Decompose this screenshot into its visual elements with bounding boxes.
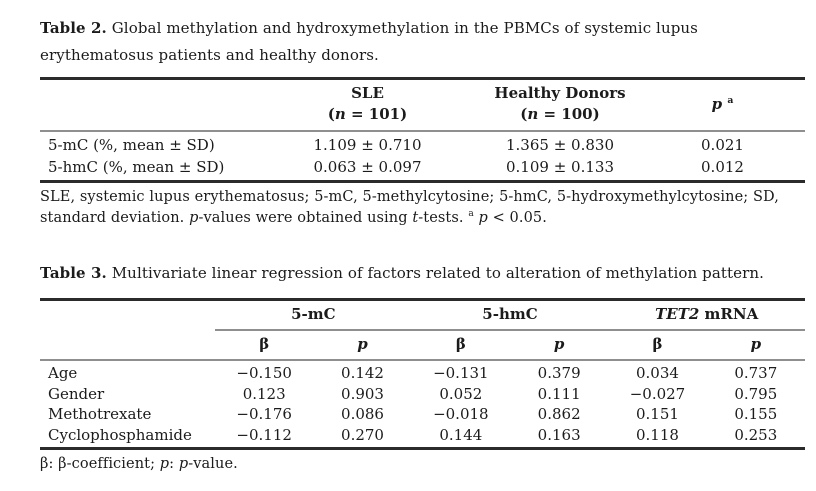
row-label: Methotrexate — [48, 405, 152, 424]
table2-caption-text: Global methylation and hydroxymethylation in the PBMCs of systemic lupus erythematosus patients and healthy donors. — [40, 19, 698, 64]
table2-header-row — [40, 79, 805, 132]
table-row — [40, 425, 805, 449]
cell: 0.903 — [341, 384, 384, 403]
table3-footnote: β: β-coefficient; p: p-value. — [40, 456, 238, 473]
cell: 0.163 — [537, 425, 581, 444]
table2-header-healthy-n: (n = 100) — [520, 105, 600, 123]
cell: 0.123 — [242, 384, 286, 403]
table3 — [40, 298, 805, 450]
subheader-p: p — [707, 330, 805, 360]
cell-sle: 1.109 ± 0.710 — [313, 136, 422, 154]
table3-group-5hmc: 5-hmC — [412, 300, 609, 331]
cell: 0.052 — [439, 384, 483, 403]
table3-subheader-empty — [40, 330, 215, 360]
cell: 0.253 — [734, 425, 778, 444]
subheader-beta: β — [215, 330, 313, 360]
row-label: Age — [48, 364, 78, 383]
row-label: 5-hmC (%, mean ± SD) — [48, 158, 225, 176]
row-label: Cyclophosphamide — [48, 425, 192, 444]
table2-header-healthy-title: Healthy Donors — [494, 84, 626, 102]
table2-header-empty — [40, 79, 255, 132]
cell: −0.018 — [433, 405, 489, 424]
cell: −0.027 — [629, 384, 686, 403]
cell: −0.150 — [236, 364, 292, 383]
table3-header-empty — [40, 300, 215, 331]
subheader-p: p — [313, 330, 411, 360]
cell: −0.112 — [236, 425, 292, 444]
cell: −0.131 — [433, 364, 489, 383]
subheader-beta: β — [412, 330, 510, 360]
cell-p: 0.021 — [701, 136, 744, 154]
subheader-beta: β — [608, 330, 706, 360]
cell: 0.144 — [439, 425, 483, 444]
table2 — [40, 77, 805, 183]
table2-header-sle — [255, 79, 480, 132]
table-row — [40, 360, 805, 384]
table2-footnote: SLE, systemic lupus erythematosus; 5-mC, 5-methylcytosine; 5-hmC, 5-hydroxymethylcytosine; SD, standard deviation. p-values were obtained using t-tests. $^a$ p < 0.05. — [40, 189, 779, 227]
cell: 0.142 — [341, 364, 384, 383]
cell: 0.270 — [341, 425, 384, 444]
row-label: 5-mC (%, mean ± SD) — [48, 136, 215, 154]
table-row — [40, 131, 805, 156]
cell: 0.086 — [341, 405, 384, 424]
table3-subheader-row — [40, 330, 805, 360]
table3-caption-label: Table 3. — [40, 264, 107, 283]
table2-caption — [40, 15, 788, 69]
table2-header-sle-n: (n = 101) — [327, 105, 408, 123]
cell: 0.034 — [635, 364, 679, 383]
table-row — [40, 156, 805, 182]
cell-p: 0.012 — [701, 158, 744, 176]
cell: 0.862 — [537, 405, 581, 424]
table3-group-header-row — [40, 300, 805, 331]
table3-group-tet2: TET2 mRNA — [608, 300, 805, 331]
cell: 0.795 — [734, 384, 778, 403]
table2-header-p: p $^a$ — [640, 79, 805, 132]
table2-header-sle-title: SLE — [351, 84, 384, 102]
row-label: Gender — [48, 384, 105, 403]
subheader-p: p — [510, 330, 608, 360]
cell: 0.737 — [734, 364, 778, 383]
cell: 0.118 — [635, 425, 679, 444]
cell-healthy: 0.109 ± 0.133 — [506, 158, 614, 176]
table-row — [40, 404, 805, 425]
cell-healthy: 1.365 ± 0.830 — [506, 136, 614, 154]
table2-header-healthy — [480, 79, 640, 132]
table3-group-5mc: 5-mC — [215, 300, 412, 331]
cell-sle: 0.063 ± 0.097 — [313, 158, 422, 176]
table3-caption-text: Multivariate linear regression of factors related to alteration of methylation pattern. — [106, 264, 765, 283]
cell: 0.111 — [537, 384, 581, 403]
cell: 0.155 — [734, 405, 778, 424]
cell: −0.176 — [236, 405, 292, 424]
cell: 0.151 — [635, 405, 679, 424]
table3-caption — [40, 260, 788, 287]
table-row — [40, 384, 805, 405]
table2-caption-label: Table 2. — [40, 19, 107, 37]
cell: 0.379 — [537, 364, 581, 383]
